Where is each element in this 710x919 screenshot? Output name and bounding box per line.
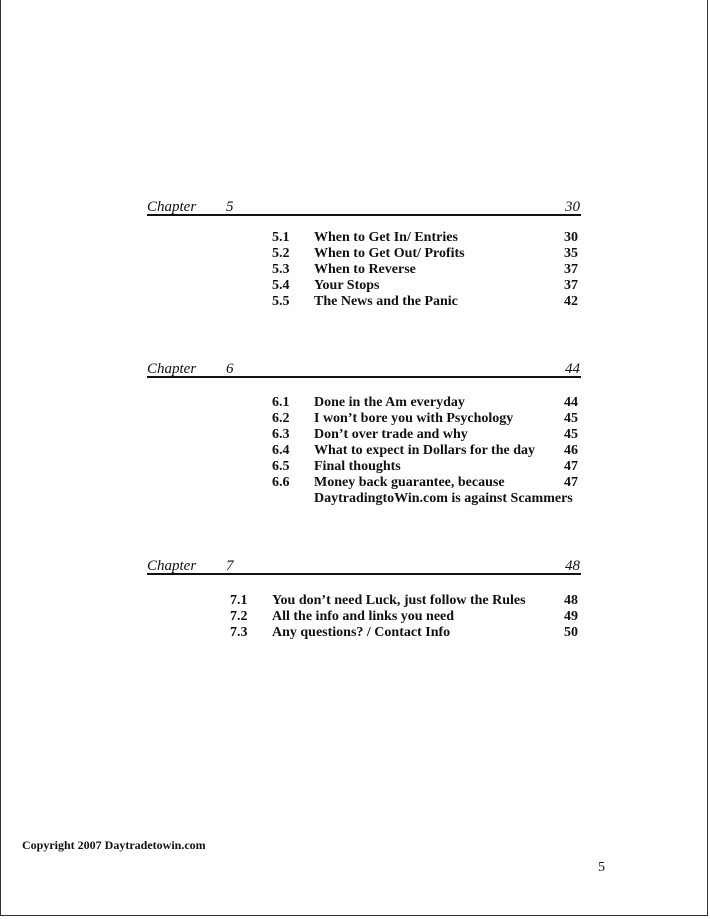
entry-title: Final thoughts xyxy=(314,459,401,474)
copyright-notice: Copyright 2007 Daytradetowin.com xyxy=(22,838,206,852)
entry-page: 45 xyxy=(564,411,578,426)
entry-number: 7.2 xyxy=(230,609,248,624)
chapter-6-header xyxy=(147,358,581,378)
chapter-5-header xyxy=(147,196,581,216)
entry-number: 6.6 xyxy=(272,475,290,490)
toc-entry-5-2[interactable] xyxy=(272,246,578,262)
toc-entry-6-6-continuation: DaytradingtoWin.com is against Scammers xyxy=(314,491,573,506)
entry-page: 48 xyxy=(564,593,578,608)
toc-entry-6-1[interactable] xyxy=(272,395,578,411)
entry-title: When to Reverse xyxy=(314,262,416,277)
chapter-label: Chapter xyxy=(147,361,197,377)
chapter-number: 7 xyxy=(226,558,234,574)
entry-page: 30 xyxy=(564,230,578,245)
entry-title: Don’t over trade and why xyxy=(314,427,468,442)
entry-title: All the info and links you need xyxy=(272,609,455,624)
entry-number: 7.1 xyxy=(230,593,248,608)
toc-entry-7-1[interactable] xyxy=(230,593,578,609)
entry-number: 5.4 xyxy=(272,278,290,293)
entry-number: 6.3 xyxy=(272,427,290,442)
entry-page: 49 xyxy=(564,609,578,624)
chapter-page: 48 xyxy=(565,558,580,574)
entry-title: You don’t need Luck, just follow the Rules xyxy=(272,593,526,608)
toc-entry-6-2[interactable] xyxy=(272,411,578,427)
chapter-label: Chapter xyxy=(147,199,197,215)
entry-number: 5.3 xyxy=(272,262,290,277)
entry-page: 46 xyxy=(564,443,578,458)
entry-number: 6.1 xyxy=(272,395,290,410)
entry-page: 35 xyxy=(564,246,578,261)
toc-entry-6-6[interactable] xyxy=(272,475,578,491)
chapter-label: Chapter xyxy=(147,558,197,574)
entry-title: Any questions? / Contact Info xyxy=(272,625,451,640)
toc-entry-5-5[interactable] xyxy=(272,294,578,310)
entry-number: 5.5 xyxy=(272,294,290,309)
toc-entry-6-3[interactable] xyxy=(272,427,578,443)
entry-number: 5.2 xyxy=(272,246,290,261)
entry-title: When to Get In/ Entries xyxy=(314,230,458,245)
entry-page: 44 xyxy=(564,395,578,410)
entry-page: 50 xyxy=(564,625,578,640)
entry-number: 7.3 xyxy=(230,625,248,640)
entry-title: Your Stops xyxy=(314,278,380,293)
entry-number: 6.2 xyxy=(272,411,290,426)
entry-title: I won’t bore you with Psychology xyxy=(314,411,514,426)
chapter-number: 5 xyxy=(226,199,234,215)
entry-number: 5.1 xyxy=(272,230,290,245)
chapter-number: 6 xyxy=(226,361,234,377)
entry-page: 45 xyxy=(564,427,578,442)
entry-title: Money back guarantee, because xyxy=(314,475,505,490)
entry-page: 37 xyxy=(564,262,578,277)
entry-title: The News and the Panic xyxy=(314,294,458,309)
chapter-page: 30 xyxy=(565,199,580,215)
entry-number: 6.4 xyxy=(272,443,290,458)
toc-entry-5-4[interactable] xyxy=(272,278,578,294)
toc-entry-6-4[interactable] xyxy=(272,443,578,459)
entry-page: 47 xyxy=(564,475,578,490)
toc-entry-7-2[interactable] xyxy=(230,609,578,625)
page-number: 5 xyxy=(598,860,605,875)
entry-title: What to expect in Dollars for the day xyxy=(314,443,535,458)
toc-entry-5-1[interactable] xyxy=(272,230,578,246)
chapter-7-header xyxy=(147,555,581,575)
chapter-page: 44 xyxy=(565,361,580,377)
toc-entry-5-3[interactable] xyxy=(272,262,578,278)
entry-page: 42 xyxy=(564,294,578,309)
entry-page: 37 xyxy=(564,278,578,293)
entry-title: When to Get Out/ Profits xyxy=(314,246,465,261)
entry-number: 6.5 xyxy=(272,459,290,474)
entry-page: 47 xyxy=(564,459,578,474)
toc-entry-7-3[interactable] xyxy=(230,625,578,641)
toc-entry-6-5[interactable] xyxy=(272,459,578,475)
entry-title: Done in the Am everyday xyxy=(314,395,465,410)
